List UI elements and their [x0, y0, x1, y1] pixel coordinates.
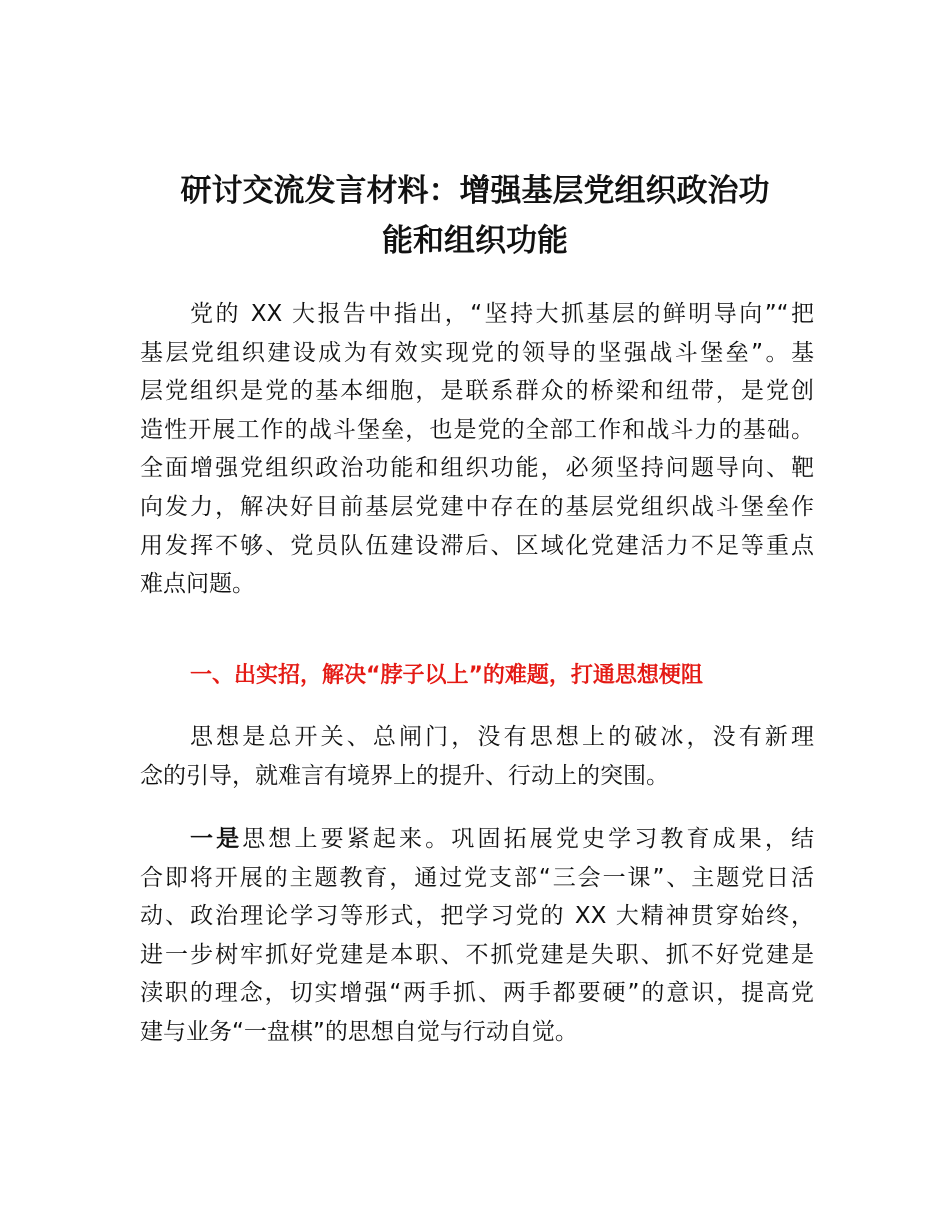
text-line: 全面增强党组织政治功能和组织功能，必须坚持问题导向、靶 — [140, 455, 814, 482]
section-paragraph-1 — [140, 718, 814, 795]
text-line — [140, 820, 814, 859]
intro-paragraph — [140, 295, 814, 604]
text-line: 渎职的理念，切实增强“两手抓、两手都要硬”的意识，提高党 — [140, 980, 814, 1007]
text-line: 念的引导，就难言有境界上的提升、行动上的突围。 — [140, 762, 669, 789]
document-title — [140, 166, 810, 266]
section-paragraph-2 — [140, 820, 814, 1052]
section-heading: 一、出实招，解决“脖子以上”的难题，打通思想梗阻 — [190, 663, 703, 688]
text-line: 基层党组织建设成为有效实现党的领导的坚强战斗堡垒”。基 — [140, 339, 814, 366]
text-line: 造性开展工作的战斗堡垒，也是党的全部工作和战斗力的基础。 — [140, 416, 814, 443]
title-line-2: 能和组织功能 — [382, 223, 568, 259]
text-line: 向发力，解决好目前基层党建中存在的基层党组织战斗堡垒作 — [140, 493, 814, 520]
text-line: 党的 XX 大报告中指出，“坚持大抓基层的鲜明导向”“把 — [190, 301, 814, 327]
text-line: 动、政治理论学习等形式，把学习党的 XX 大精神贯穿始终， — [140, 903, 814, 930]
bold-lead: 一是 — [190, 826, 243, 852]
text-line: 难点问题。 — [140, 571, 255, 598]
text-line: 思想是总开关、总闸门，没有思想上的破冰，没有新理 — [190, 724, 814, 750]
text-line: 进一步树牢抓好党建是本职、不抓党建是失职、抓不好党建是 — [140, 941, 814, 968]
text-line: 建与业务“一盘棋”的思想自觉与行动自觉。 — [140, 1018, 578, 1045]
text-line: 用发挥不够、党员队伍建设滞后、区域化党建活力不足等重点 — [140, 532, 814, 559]
text-run: 思想上要紧起来。巩固拓展党史学习教育成果，结 — [242, 826, 815, 852]
text-line: 合即将开展的主题教育，通过党支部“三会一课”、主题党日活 — [140, 864, 814, 891]
text-line: 层党组织是党的基本细胞，是联系群众的桥梁和纽带，是党创 — [140, 378, 814, 405]
title-line-1: 研讨交流发言材料：增强基层党组织政治功 — [180, 173, 770, 209]
